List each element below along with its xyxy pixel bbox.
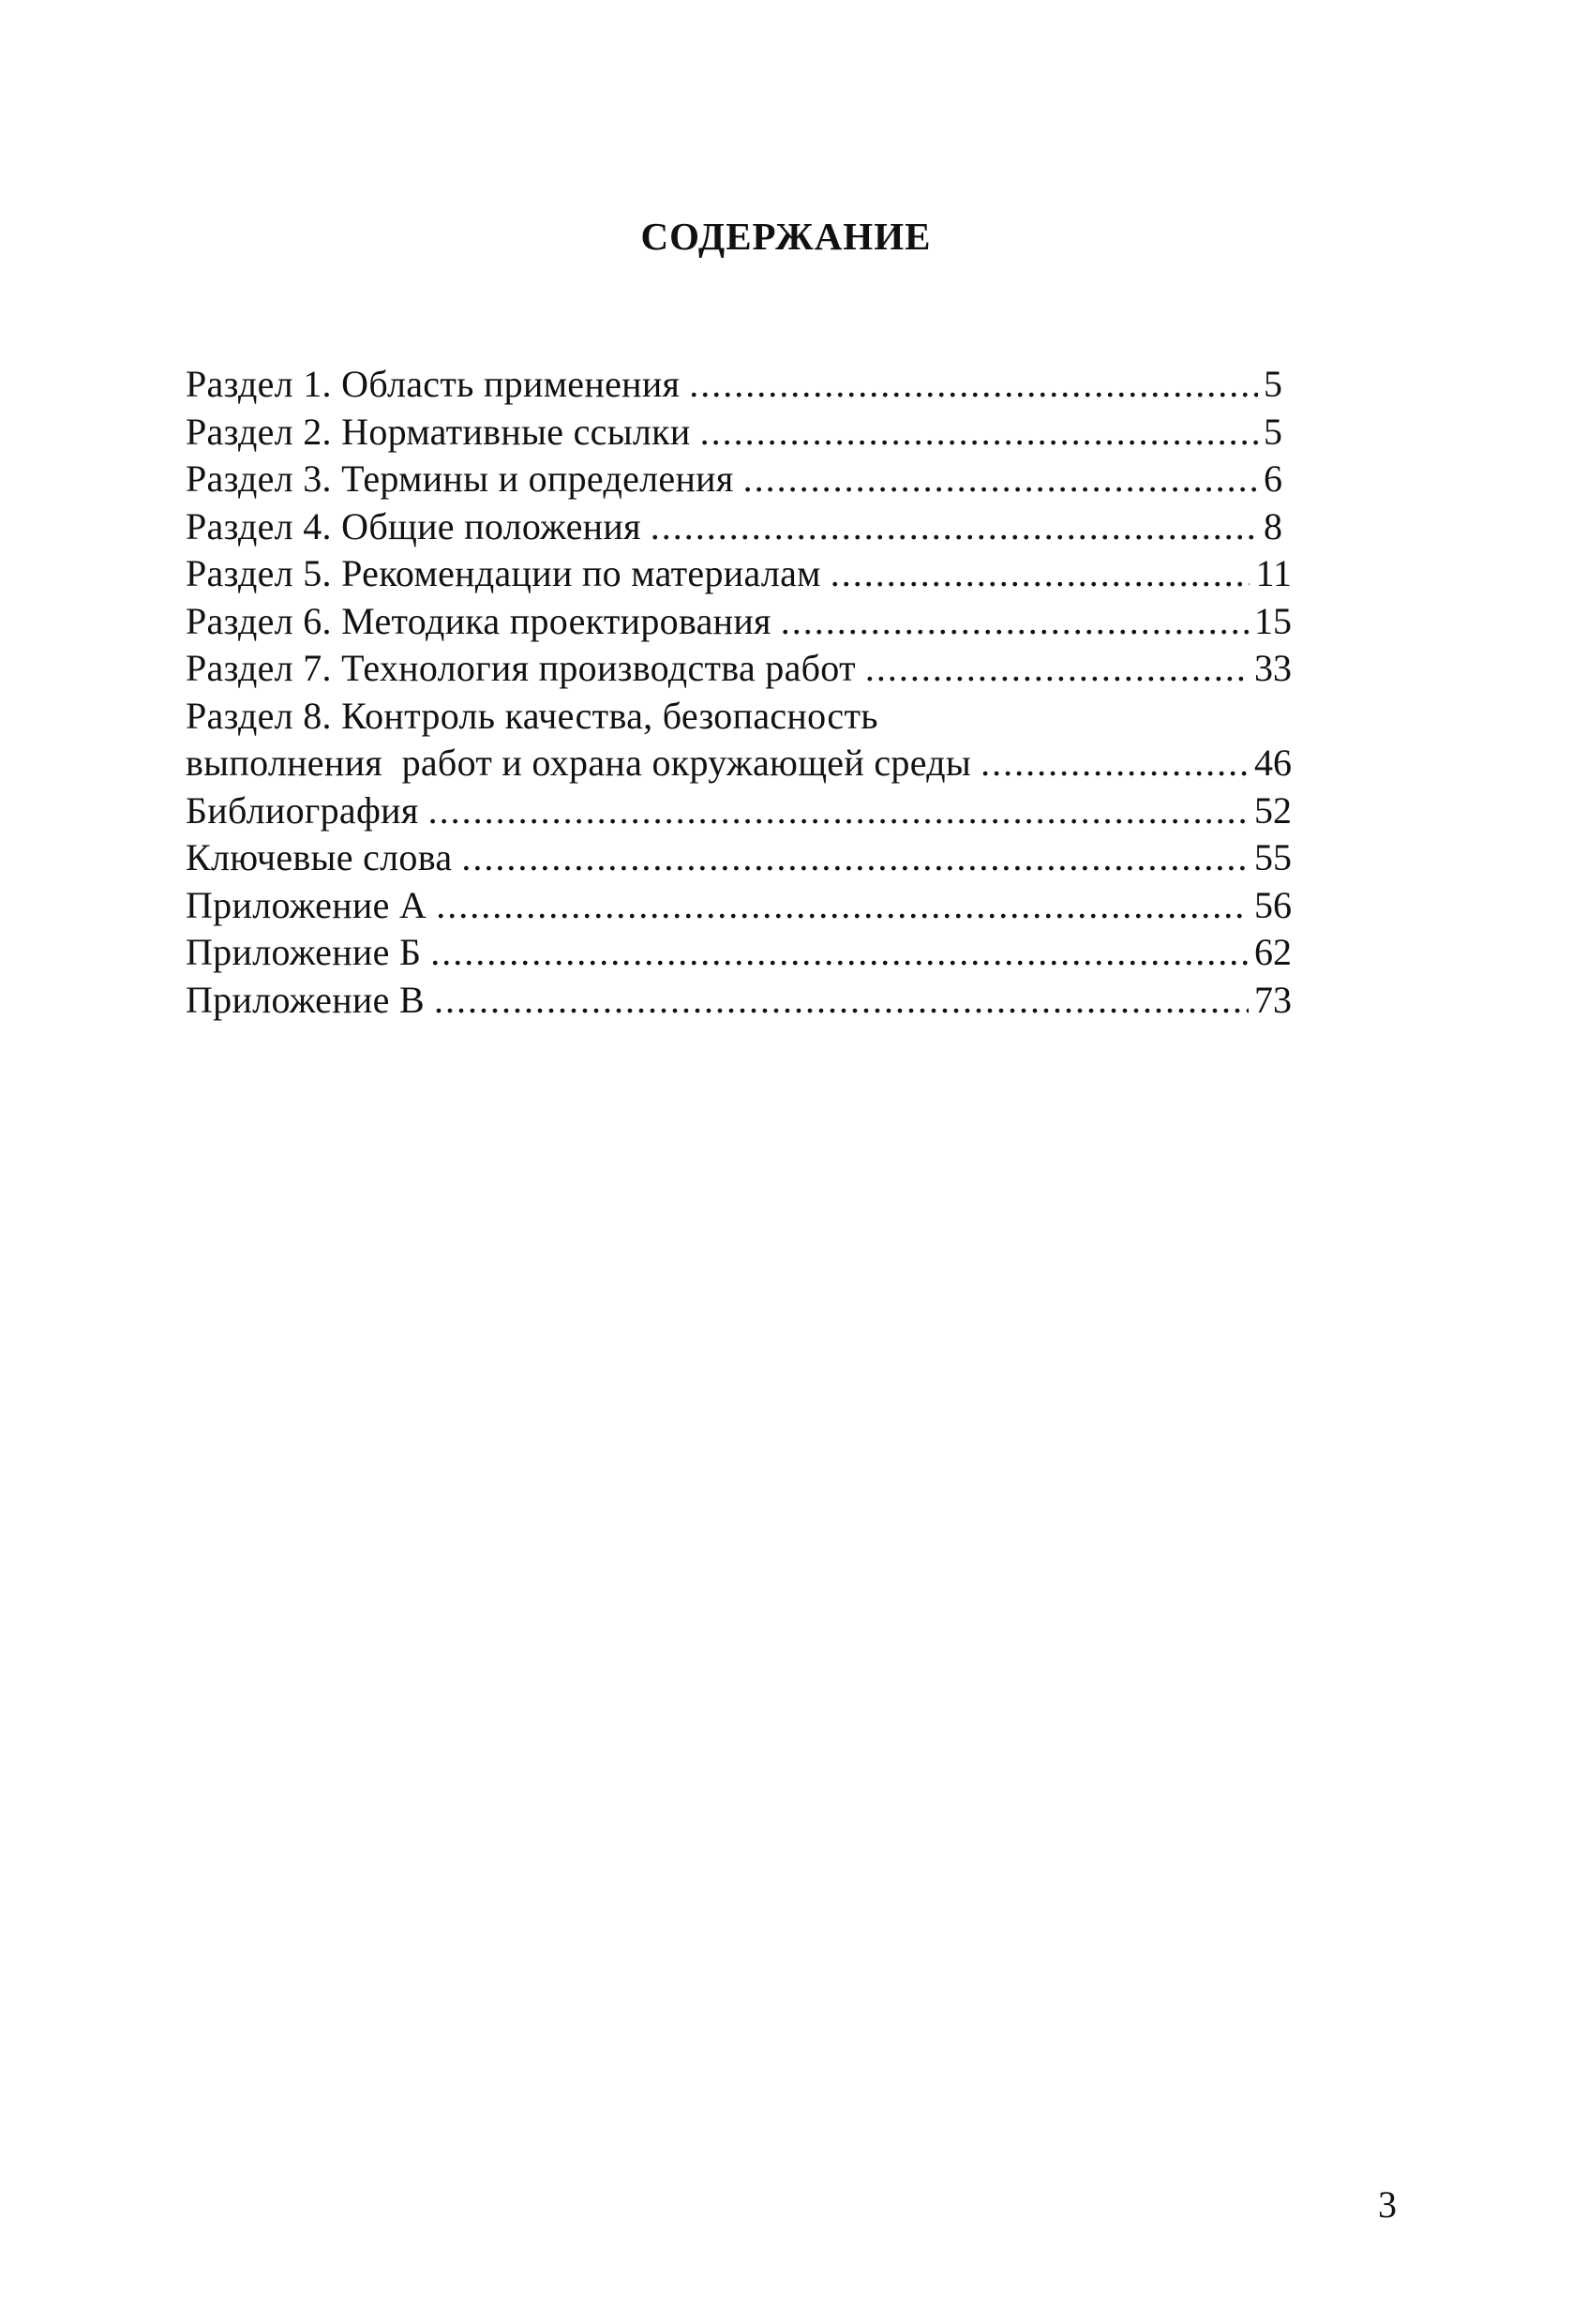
dot-leader bbox=[689, 361, 1258, 409]
toc-entry-label: Библиография bbox=[186, 788, 419, 832]
page-number: 3 bbox=[1378, 2183, 1397, 2226]
toc-entry-label: Ключевые слова bbox=[186, 836, 453, 878]
toc-entry-section-6[interactable] bbox=[186, 598, 1292, 646]
toc-entry-appendix-b[interactable] bbox=[186, 929, 1292, 977]
toc-entry-section-3[interactable] bbox=[186, 456, 1292, 503]
toc-entry-label: выполнения работ и охрана окружающей среды bbox=[186, 742, 972, 784]
dot-leader bbox=[434, 977, 1249, 1025]
toc-entry-page: 62 bbox=[1254, 931, 1292, 973]
toc-entry-label: Приложение А bbox=[186, 883, 427, 926]
toc-entry-page: 15 bbox=[1254, 599, 1292, 642]
dot-leader bbox=[865, 645, 1249, 693]
toc-entry-page: 33 bbox=[1254, 647, 1292, 689]
dot-leader bbox=[461, 834, 1249, 882]
dot-leader bbox=[981, 740, 1249, 787]
toc-entry-keywords[interactable] bbox=[186, 834, 1292, 882]
toc-entry-label: Раздел 1. Область применения bbox=[186, 363, 681, 405]
toc-entry-page: 6 bbox=[1264, 457, 1282, 500]
toc-entry-page: 52 bbox=[1254, 788, 1292, 832]
toc-entry-page: 5 bbox=[1264, 410, 1282, 453]
toc-entry-section-4[interactable] bbox=[186, 503, 1292, 551]
dot-leader bbox=[430, 929, 1249, 977]
toc-entry-page: 11 bbox=[1255, 552, 1292, 594]
toc-entry-label: Раздел 8. Контроль качества, безопасность bbox=[186, 694, 878, 737]
toc-entry-label: Раздел 5. Рекомендации по материалам bbox=[186, 552, 821, 594]
toc-entry-label: Раздел 6. Методика проектирования bbox=[186, 599, 771, 642]
toc-entry-section-7[interactable] bbox=[186, 645, 1292, 693]
dot-leader bbox=[700, 409, 1258, 457]
toc-entry-section-2[interactable] bbox=[186, 409, 1292, 457]
dot-leader bbox=[651, 503, 1258, 551]
toc-entry-appendix-a[interactable] bbox=[186, 882, 1292, 930]
toc-entry-page: 5 bbox=[1264, 363, 1282, 405]
toc-entry-page: 46 bbox=[1254, 742, 1292, 784]
toc-entry-section-5[interactable] bbox=[186, 550, 1292, 598]
toc-entry-page: 56 bbox=[1254, 883, 1292, 926]
toc-entry-page: 55 bbox=[1254, 836, 1292, 878]
toc-entry-page: 73 bbox=[1254, 978, 1292, 1021]
toc-entry-section-8-continued[interactable] bbox=[186, 740, 1292, 787]
toc-entry-label: Приложение Б bbox=[186, 931, 422, 973]
toc-entry-label: Раздел 3. Термины и определения bbox=[186, 457, 734, 500]
table-of-contents bbox=[186, 361, 1292, 1024]
toc-entry-section-1[interactable] bbox=[186, 361, 1292, 409]
toc-entry-label: Приложение В bbox=[186, 978, 425, 1021]
dot-leader bbox=[743, 456, 1258, 503]
toc-entry-bibliography[interactable] bbox=[186, 787, 1292, 835]
toc-entry-section-8[interactable] bbox=[186, 693, 1292, 741]
dot-leader bbox=[831, 550, 1250, 598]
toc-entry-label: Раздел 4. Общие положения bbox=[186, 504, 641, 547]
dot-leader bbox=[781, 598, 1249, 646]
dot-leader bbox=[428, 787, 1249, 835]
toc-entry-label: Раздел 2. Нормативные ссылки bbox=[186, 410, 691, 453]
toc-entry-page: 8 bbox=[1264, 504, 1282, 547]
page-title: СОДЕРЖАНИЕ bbox=[640, 215, 932, 258]
dot-leader bbox=[436, 882, 1249, 930]
toc-entry-label: Раздел 7. Технология производства работ bbox=[186, 647, 856, 689]
toc-entry-appendix-v[interactable] bbox=[186, 977, 1292, 1025]
